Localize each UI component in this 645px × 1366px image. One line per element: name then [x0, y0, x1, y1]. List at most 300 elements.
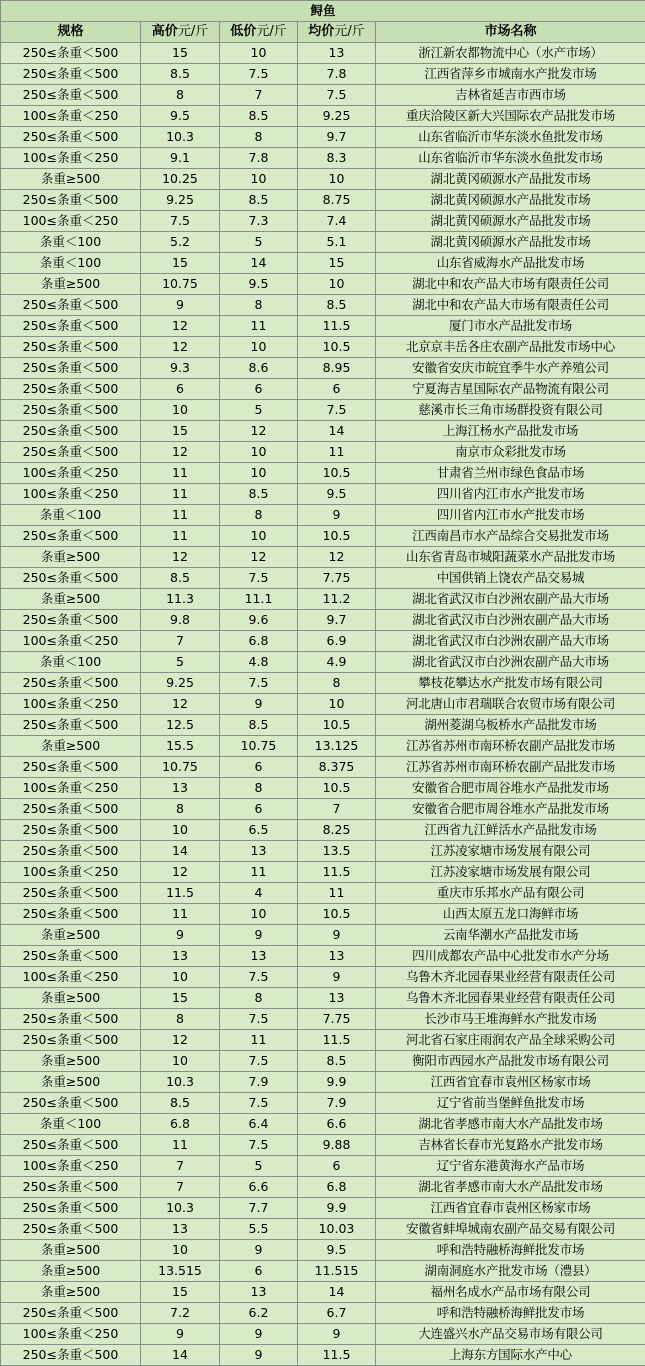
avg-price-cell: 13	[298, 43, 376, 64]
table-row	[1, 988, 645, 1009]
market-cell: 山东省临沂市华东淡水鱼批发市场	[376, 148, 645, 169]
column-header-spec: 规格	[1, 22, 141, 43]
market-cell: 攀枝花攀达水产批发市场有限公司	[376, 673, 645, 694]
low-price-cell: 11	[220, 316, 298, 337]
market-cell: 山东省青岛市城阳蔬菜水产品批发市场	[376, 547, 645, 568]
market-cell: 南京市众彩批发市场	[376, 442, 645, 463]
table-row	[1, 1072, 645, 1093]
spec-cell: 250≤条重＜500	[1, 190, 141, 211]
high-price-cell: 8.5	[141, 64, 220, 85]
spec-cell: 条重＜100	[1, 1114, 141, 1135]
low-price-cell: 6	[220, 379, 298, 400]
table-row	[1, 757, 645, 778]
low-price-cell: 7.3	[220, 211, 298, 232]
avg-price-cell: 10.5	[298, 778, 376, 799]
column-header-high-price: 高价元/斤	[141, 22, 220, 43]
high-price-cell: 10.75	[141, 757, 220, 778]
low-price-cell: 8.5	[220, 190, 298, 211]
high-price-cell: 8	[141, 799, 220, 820]
table-row	[1, 253, 645, 274]
spec-cell: 250≤条重＜500	[1, 757, 141, 778]
spec-cell: 100≤条重＜250	[1, 211, 141, 232]
avg-price-cell: 8.25	[298, 820, 376, 841]
low-price-cell: 11.1	[220, 589, 298, 610]
market-cell: 湖北黄冈硕源水产品批发市场	[376, 190, 645, 211]
table-row	[1, 946, 645, 967]
market-cell: 江西南昌市水产品综合交易批发市场	[376, 526, 645, 547]
column-header-low-price: 低价元/斤	[220, 22, 298, 43]
market-cell: 江苏省苏州市南环桥农副产品批发市场	[376, 757, 645, 778]
market-cell: 吉林省长春市光复路水产批发市场	[376, 1135, 645, 1156]
low-price-cell: 7.7	[220, 1198, 298, 1219]
low-price-cell: 10	[220, 904, 298, 925]
market-cell: 厦门市水产品批发市场	[376, 316, 645, 337]
high-price-cell: 10	[141, 400, 220, 421]
avg-price-cell: 10.5	[298, 715, 376, 736]
table-row	[1, 1324, 645, 1345]
high-price-cell: 9.8	[141, 610, 220, 631]
spec-cell: 250≤条重＜500	[1, 1009, 141, 1030]
low-price-cell: 8	[220, 505, 298, 526]
high-price-cell: 15.5	[141, 736, 220, 757]
high-price-cell: 5	[141, 652, 220, 673]
avg-price-cell: 8.3	[298, 148, 376, 169]
avg-price-cell: 10	[298, 274, 376, 295]
table-row	[1, 463, 645, 484]
low-price-cell: 6.2	[220, 1303, 298, 1324]
avg-price-cell: 7.8	[298, 64, 376, 85]
table-row	[1, 1261, 645, 1282]
low-price-cell: 10	[220, 442, 298, 463]
spec-cell: 250≤条重＜500	[1, 400, 141, 421]
table-row	[1, 1345, 645, 1366]
high-price-cell: 12	[141, 1030, 220, 1051]
spec-cell: 100≤条重＜250	[1, 778, 141, 799]
spec-cell: 100≤条重＜250	[1, 1156, 141, 1177]
table-row	[1, 127, 645, 148]
market-cell: 安徽省蚌埠城南农副产品交易有限公司	[376, 1219, 645, 1240]
high-price-cell: 12	[141, 694, 220, 715]
column-header-market: 市场名称	[376, 22, 645, 43]
high-price-cell: 15	[141, 43, 220, 64]
market-cell: 慈溪市长三角市场群投资有限公司	[376, 400, 645, 421]
low-price-cell: 10.75	[220, 736, 298, 757]
avg-price-cell: 9.88	[298, 1135, 376, 1156]
market-cell: 湖北中和农产品大市场有限责任公司	[376, 295, 645, 316]
table-row	[1, 925, 645, 946]
market-cell: 湖州菱湖乌板桥水产品批发市场	[376, 715, 645, 736]
avg-price-cell: 7.75	[298, 1009, 376, 1030]
table-row	[1, 1156, 645, 1177]
table-row	[1, 505, 645, 526]
market-cell: 四川成都农产品中心批发市水产分场	[376, 946, 645, 967]
table-row	[1, 715, 645, 736]
spec-cell: 250≤条重＜500	[1, 715, 141, 736]
table-row	[1, 799, 645, 820]
avg-price-cell: 11.5	[298, 1345, 376, 1366]
spec-cell: 条重≥500	[1, 547, 141, 568]
spec-cell: 100≤条重＜250	[1, 631, 141, 652]
high-price-cell: 10.3	[141, 127, 220, 148]
market-cell: 江西省宜春市袁州区杨家市场	[376, 1072, 645, 1093]
high-price-cell: 9.3	[141, 358, 220, 379]
low-price-cell: 9.5	[220, 274, 298, 295]
low-price-cell: 7.9	[220, 1072, 298, 1093]
table-row	[1, 673, 645, 694]
high-price-cell: 15	[141, 253, 220, 274]
low-price-cell: 11	[220, 1030, 298, 1051]
market-cell: 呼和浩特融桥海鲜批发市场	[376, 1303, 645, 1324]
spec-cell: 250≤条重＜500	[1, 1219, 141, 1240]
table-row	[1, 442, 645, 463]
high-price-cell: 6	[141, 379, 220, 400]
high-price-cell: 10	[141, 1051, 220, 1072]
high-price-cell: 10.3	[141, 1072, 220, 1093]
avg-price-cell: 5.1	[298, 232, 376, 253]
low-price-cell: 11	[220, 862, 298, 883]
spec-cell: 条重≥500	[1, 736, 141, 757]
market-cell: 安徽省合肥市周谷堆水产品批发市场	[376, 778, 645, 799]
table-row	[1, 778, 645, 799]
market-cell: 江西省萍乡市城南水产批发市场	[376, 64, 645, 85]
avg-price-cell: 9.7	[298, 127, 376, 148]
spec-cell: 250≤条重＜500	[1, 799, 141, 820]
avg-price-cell: 11.5	[298, 1030, 376, 1051]
spec-cell: 条重＜100	[1, 253, 141, 274]
market-cell: 湖北黄冈硕源水产品批发市场	[376, 169, 645, 190]
spec-cell: 100≤条重＜250	[1, 148, 141, 169]
avg-price-cell: 8.5	[298, 295, 376, 316]
table-title: 鲟鱼	[1, 1, 645, 22]
avg-price-cell: 13.5	[298, 841, 376, 862]
spec-cell: 条重≥500	[1, 1051, 141, 1072]
table-row	[1, 421, 645, 442]
spec-cell: 条重≥500	[1, 1261, 141, 1282]
low-price-cell: 8	[220, 778, 298, 799]
market-cell: 江西省宜春市袁州区杨家市场	[376, 1198, 645, 1219]
low-price-cell: 7.8	[220, 148, 298, 169]
spec-cell: 100≤条重＜250	[1, 862, 141, 883]
spec-cell: 条重≥500	[1, 274, 141, 295]
high-price-cell: 7	[141, 631, 220, 652]
spec-cell: 条重＜100	[1, 505, 141, 526]
table-row	[1, 106, 645, 127]
spec-cell: 250≤条重＜500	[1, 904, 141, 925]
avg-price-cell: 7.9	[298, 1093, 376, 1114]
market-cell: 乌鲁木齐北园春果业经营有限责任公司	[376, 967, 645, 988]
table-body	[1, 43, 645, 1366]
high-price-cell: 15	[141, 1282, 220, 1303]
spec-cell: 250≤条重＜500	[1, 337, 141, 358]
spec-cell: 250≤条重＜500	[1, 358, 141, 379]
spec-cell: 条重≥500	[1, 169, 141, 190]
market-cell: 湖北省武汉市白沙洲农副产品大市场	[376, 589, 645, 610]
spec-cell: 250≤条重＜500	[1, 946, 141, 967]
table-row	[1, 526, 645, 547]
avg-price-cell: 9	[298, 1324, 376, 1345]
high-price-cell: 10	[141, 967, 220, 988]
low-price-cell: 9	[220, 1345, 298, 1366]
avg-price-cell: 9.25	[298, 106, 376, 127]
high-price-cell: 9.5	[141, 106, 220, 127]
low-price-cell: 13	[220, 841, 298, 862]
table-row	[1, 1282, 645, 1303]
table-row	[1, 85, 645, 106]
low-price-cell: 10	[220, 337, 298, 358]
low-price-cell: 8.5	[220, 106, 298, 127]
avg-price-cell: 9.9	[298, 1072, 376, 1093]
high-price-cell: 9.25	[141, 190, 220, 211]
table-row	[1, 1240, 645, 1261]
avg-price-cell: 13.125	[298, 736, 376, 757]
avg-price-cell: 7.5	[298, 400, 376, 421]
low-price-cell: 8	[220, 295, 298, 316]
market-cell: 上海江杨水产品批发市场	[376, 421, 645, 442]
high-price-cell: 13	[141, 946, 220, 967]
low-price-cell: 5.5	[220, 1219, 298, 1240]
low-price-cell: 4	[220, 883, 298, 904]
spec-cell: 100≤条重＜250	[1, 484, 141, 505]
market-cell: 湖北中和农产品大市场有限责任公司	[376, 274, 645, 295]
high-price-cell: 15	[141, 988, 220, 1009]
spec-cell: 250≤条重＜500	[1, 1198, 141, 1219]
low-price-cell: 8.5	[220, 484, 298, 505]
table-row	[1, 820, 645, 841]
market-cell: 江苏省苏州市南环桥农副产品批发市场	[376, 736, 645, 757]
low-price-cell: 8.5	[220, 715, 298, 736]
avg-price-cell: 9.9	[298, 1198, 376, 1219]
market-cell: 江西省九江鲜活水产品批发市场	[376, 820, 645, 841]
avg-price-cell: 8	[298, 673, 376, 694]
avg-price-cell: 10.5	[298, 526, 376, 547]
market-cell: 上海东方国际水产中心	[376, 1345, 645, 1366]
market-cell: 重庆市乐邦水产品有限公司	[376, 883, 645, 904]
high-price-cell: 8.5	[141, 568, 220, 589]
market-cell: 山东省临沂市华东淡水鱼批发市场	[376, 127, 645, 148]
spec-cell: 250≤条重＜500	[1, 1345, 141, 1366]
table-row	[1, 337, 645, 358]
low-price-cell: 5	[220, 400, 298, 421]
table-row	[1, 1219, 645, 1240]
high-price-cell: 11	[141, 463, 220, 484]
market-cell: 呼和浩特融桥海鲜批发市场	[376, 1240, 645, 1261]
high-price-cell: 11	[141, 1135, 220, 1156]
spec-cell: 250≤条重＜500	[1, 421, 141, 442]
market-cell: 长沙市马王堆海鲜水产批发市场	[376, 1009, 645, 1030]
spec-cell: 250≤条重＜500	[1, 43, 141, 64]
spec-cell: 条重≥500	[1, 1072, 141, 1093]
spec-cell: 250≤条重＜500	[1, 442, 141, 463]
avg-price-cell: 6.6	[298, 1114, 376, 1135]
table-row	[1, 358, 645, 379]
avg-price-cell: 13	[298, 946, 376, 967]
table-row	[1, 589, 645, 610]
high-price-cell: 12	[141, 442, 220, 463]
low-price-cell: 6	[220, 1261, 298, 1282]
market-cell: 辽宁省东港黄海水产品市场	[376, 1156, 645, 1177]
avg-price-cell: 13	[298, 988, 376, 1009]
low-price-cell: 4.8	[220, 652, 298, 673]
low-price-cell: 7.5	[220, 967, 298, 988]
avg-price-cell: 10.5	[298, 337, 376, 358]
table-row	[1, 967, 645, 988]
table-row	[1, 211, 645, 232]
high-price-cell: 13.515	[141, 1261, 220, 1282]
high-price-cell: 12	[141, 316, 220, 337]
market-cell: 山西太原五龙口海鲜市场	[376, 904, 645, 925]
avg-price-cell: 14	[298, 421, 376, 442]
spec-cell: 250≤条重＜500	[1, 1303, 141, 1324]
low-price-cell: 5	[220, 232, 298, 253]
high-price-cell: 9.25	[141, 673, 220, 694]
high-price-cell: 6.8	[141, 1114, 220, 1135]
high-price-cell: 11	[141, 526, 220, 547]
high-price-cell: 7	[141, 1156, 220, 1177]
spec-cell: 250≤条重＜500	[1, 673, 141, 694]
table-row	[1, 64, 645, 85]
avg-price-cell: 10.5	[298, 904, 376, 925]
market-cell: 湖北省武汉市白沙洲农副产品大市场	[376, 652, 645, 673]
high-price-cell: 11	[141, 505, 220, 526]
avg-price-cell: 6	[298, 1156, 376, 1177]
table-row	[1, 1030, 645, 1051]
high-price-cell: 15	[141, 421, 220, 442]
table-row	[1, 400, 645, 421]
table-row	[1, 316, 645, 337]
spec-cell: 250≤条重＜500	[1, 379, 141, 400]
low-price-cell: 6.4	[220, 1114, 298, 1135]
avg-price-cell: 8.75	[298, 190, 376, 211]
table-row	[1, 1009, 645, 1030]
avg-price-cell: 6	[298, 379, 376, 400]
spec-cell: 100≤条重＜250	[1, 1324, 141, 1345]
table-row	[1, 736, 645, 757]
market-cell: 宁夏海吉星国际农产品物流有限公司	[376, 379, 645, 400]
low-price-cell: 13	[220, 946, 298, 967]
high-price-cell: 10	[141, 1240, 220, 1261]
avg-price-cell: 9	[298, 505, 376, 526]
spec-cell: 250≤条重＜500	[1, 568, 141, 589]
avg-price-cell: 8.375	[298, 757, 376, 778]
high-price-cell: 10	[141, 820, 220, 841]
low-price-cell: 7.5	[220, 1051, 298, 1072]
spec-cell: 250≤条重＜500	[1, 85, 141, 106]
spec-cell: 100≤条重＜250	[1, 967, 141, 988]
table-row	[1, 568, 645, 589]
market-cell: 中国供销上饶农产品交易城	[376, 568, 645, 589]
high-price-cell: 5.2	[141, 232, 220, 253]
high-price-cell: 12.5	[141, 715, 220, 736]
table-row	[1, 1177, 645, 1198]
high-price-cell: 12	[141, 547, 220, 568]
avg-price-cell: 7.75	[298, 568, 376, 589]
high-price-cell: 10.25	[141, 169, 220, 190]
spec-cell: 条重＜100	[1, 232, 141, 253]
market-cell: 吉林省延吉市西市场	[376, 85, 645, 106]
table-row	[1, 148, 645, 169]
spec-cell: 100≤条重＜250	[1, 463, 141, 484]
market-cell: 江苏凌家塘市场发展有限公司	[376, 862, 645, 883]
low-price-cell: 12	[220, 421, 298, 442]
table-row	[1, 1198, 645, 1219]
avg-price-cell: 10.03	[298, 1219, 376, 1240]
avg-price-cell: 8.95	[298, 358, 376, 379]
spec-cell: 100≤条重＜250	[1, 694, 141, 715]
high-price-cell: 13	[141, 778, 220, 799]
table-row	[1, 883, 645, 904]
low-price-cell: 7.5	[220, 1009, 298, 1030]
avg-price-cell: 14	[298, 1282, 376, 1303]
market-cell: 重庆洽陵区新大兴国际农产品批发市场	[376, 106, 645, 127]
low-price-cell: 12	[220, 547, 298, 568]
avg-price-cell: 10	[298, 694, 376, 715]
market-cell: 山东省威海水产品批发市场	[376, 253, 645, 274]
high-price-cell: 14	[141, 1345, 220, 1366]
avg-price-cell: 6.9	[298, 631, 376, 652]
spec-cell: 250≤条重＜500	[1, 820, 141, 841]
high-price-cell: 10.3	[141, 1198, 220, 1219]
high-price-cell: 10.75	[141, 274, 220, 295]
title-row	[1, 1, 645, 22]
high-price-cell: 12	[141, 337, 220, 358]
avg-price-cell: 9	[298, 925, 376, 946]
avg-price-cell: 4.9	[298, 652, 376, 673]
market-cell: 湖南洞庭水产批发市场（澧县）	[376, 1261, 645, 1282]
avg-price-cell: 11.5	[298, 316, 376, 337]
low-price-cell: 6	[220, 799, 298, 820]
market-cell: 湖北省武汉市白沙洲农副产品大市场	[376, 610, 645, 631]
avg-price-cell: 6.7	[298, 1303, 376, 1324]
high-price-cell: 13	[141, 1219, 220, 1240]
table-row	[1, 1051, 645, 1072]
market-cell: 甘肃省兰州市绿色食品市场	[376, 463, 645, 484]
market-cell: 四川省内江市水产批发市场	[376, 484, 645, 505]
spec-cell: 条重≥500	[1, 1282, 141, 1303]
market-cell: 云南华潮水产品批发市场	[376, 925, 645, 946]
market-cell: 四川省内江市水产批发市场	[376, 505, 645, 526]
spec-cell: 条重≥500	[1, 589, 141, 610]
market-cell: 湖北黄冈硕源水产品批发市场	[376, 232, 645, 253]
high-price-cell: 9.1	[141, 148, 220, 169]
spec-cell: 条重≥500	[1, 1240, 141, 1261]
low-price-cell: 14	[220, 253, 298, 274]
avg-price-cell: 11.2	[298, 589, 376, 610]
avg-price-cell: 8.5	[298, 1051, 376, 1072]
low-price-cell: 5	[220, 1156, 298, 1177]
table-row	[1, 1303, 645, 1324]
avg-price-cell: 9	[298, 967, 376, 988]
avg-price-cell: 9.5	[298, 1240, 376, 1261]
table-row	[1, 904, 645, 925]
market-cell: 北京京丰岳各庄农副产品批发市场中心	[376, 337, 645, 358]
spec-cell: 250≤条重＜500	[1, 841, 141, 862]
avg-price-cell: 7.4	[298, 211, 376, 232]
table-row	[1, 43, 645, 64]
avg-price-cell: 11.5	[298, 862, 376, 883]
market-cell: 乌鲁木齐北园春果业经营有限责任公司	[376, 988, 645, 1009]
low-price-cell: 13	[220, 1282, 298, 1303]
high-price-cell: 9	[141, 925, 220, 946]
high-price-cell: 11.3	[141, 589, 220, 610]
spec-cell: 250≤条重＜500	[1, 295, 141, 316]
high-price-cell: 8	[141, 1009, 220, 1030]
low-price-cell: 10	[220, 463, 298, 484]
spec-cell: 250≤条重＜500	[1, 526, 141, 547]
avg-price-cell: 10.5	[298, 463, 376, 484]
spec-cell: 250≤条重＜500	[1, 1177, 141, 1198]
avg-price-cell: 9.5	[298, 484, 376, 505]
table-row	[1, 1114, 645, 1135]
